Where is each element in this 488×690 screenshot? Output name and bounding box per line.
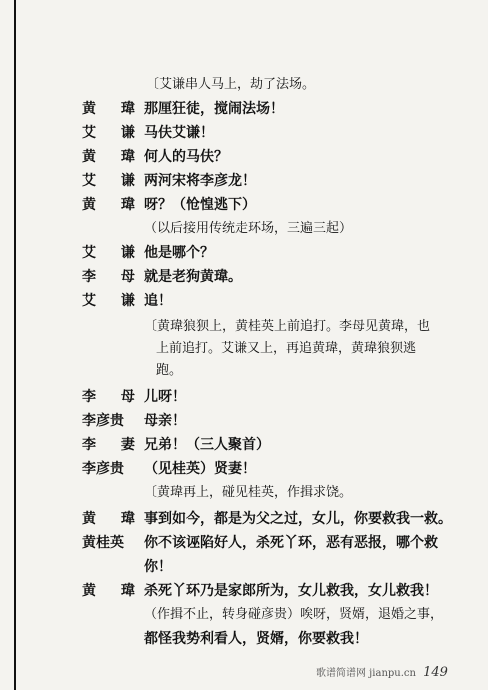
dialogue-text: 呀？（怆惶逃下） bbox=[144, 197, 256, 213]
speaker-name: 艾 谦 bbox=[82, 125, 145, 141]
speaker-name: 李彦贵 bbox=[82, 461, 124, 477]
dialogue-text: （见桂英）贤妻！ bbox=[144, 461, 256, 477]
speaker-name: 李 母 bbox=[82, 389, 145, 405]
stage-direction: （作揖不止，转身碰彦贵）唉呀，贤婿，退婚之事， bbox=[144, 607, 444, 622]
page-edge-line bbox=[14, 0, 16, 690]
dialogue-text: 母亲！ bbox=[144, 413, 186, 429]
page-number: 149 bbox=[423, 665, 448, 680]
dialogue-text: 都怪我势利看人，贤婿，你要救我！ bbox=[144, 631, 368, 647]
speaker-name: 黄 瑋 bbox=[82, 197, 145, 213]
dialogue-text: 他是哪个？ bbox=[144, 245, 214, 261]
dialogue-text: 杀死丫环乃是家郎所为，女儿救我，女儿救我！ bbox=[144, 583, 438, 599]
stage-direction: 上前追打。艾谦又上，再追黄瑋，黄瑋狼狈逃 bbox=[156, 341, 417, 356]
dialogue-text: 兄弟！（三人聚首） bbox=[144, 437, 270, 453]
dialogue-text: 事到如今，都是为父之过，女儿，你要救我一救。 bbox=[144, 511, 452, 527]
speaker-name: 李 妻 bbox=[82, 437, 145, 453]
page-footer bbox=[316, 664, 448, 680]
dialogue-text: 儿呀！ bbox=[144, 389, 186, 405]
speaker-name: 黄桂英 bbox=[82, 535, 124, 551]
dialogue-text: 你！ bbox=[144, 559, 172, 575]
speaker-name: 黄 瑋 bbox=[82, 149, 145, 165]
speaker-name: 黄 瑋 bbox=[82, 583, 145, 599]
speaker-name: 李 母 bbox=[82, 269, 145, 285]
dialogue-text: 追！ bbox=[144, 293, 172, 309]
speaker-name: 黄 瑋 bbox=[82, 511, 145, 527]
stage-direction: 〔黄瑋狼狈上，黄桂英上前追打。李母见黄瑋，也 bbox=[144, 319, 431, 334]
watermark-text: 歌谱简谱网 jianpu.cn bbox=[316, 668, 416, 679]
dialogue-text: 何人的马伕？ bbox=[144, 149, 228, 165]
dialogue-text: 就是老狗黄瑋。 bbox=[144, 269, 242, 285]
stage-direction: 〔艾谦串人马上，劫了法场。 bbox=[146, 77, 316, 92]
speaker-name: 黄 瑋 bbox=[82, 101, 145, 117]
dialogue-text: 两河宋将李彦龙！ bbox=[144, 173, 256, 189]
stage-direction: （以后接用传统走环场，三遍三起） bbox=[144, 221, 353, 236]
dialogue-text: 你不该诬陷好人，杀死丫环，恶有恶报，哪个救 bbox=[144, 535, 438, 551]
speaker-name: 艾 谦 bbox=[82, 245, 145, 261]
stage-direction: 跑。 bbox=[156, 363, 183, 378]
dialogue-text: 马伕艾谦！ bbox=[144, 125, 214, 141]
stage-direction: 〔黄瑋再上，碰见桂英，作揖求饶。 bbox=[144, 485, 353, 500]
speaker-name: 李彦贵 bbox=[82, 413, 124, 429]
speaker-name: 艾 谦 bbox=[82, 293, 145, 309]
speaker-name: 艾 谦 bbox=[82, 173, 145, 189]
dialogue-text: 那厘狂徒，搅闹法场！ bbox=[144, 101, 284, 117]
